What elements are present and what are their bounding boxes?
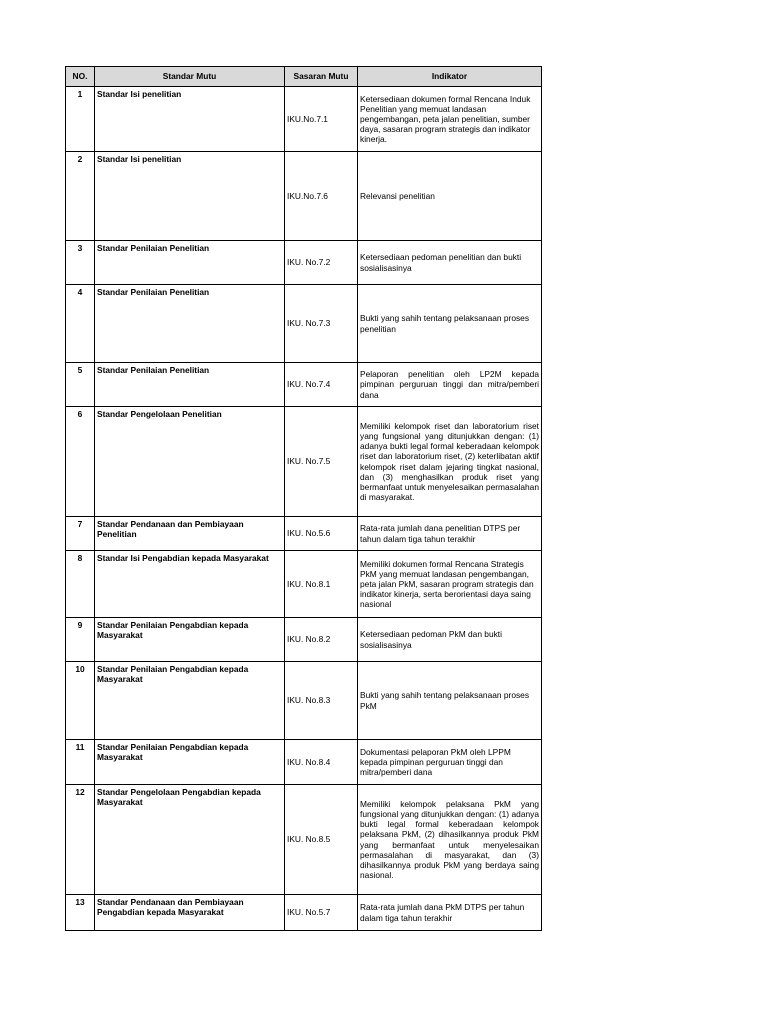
row-number: 5 [66, 363, 95, 407]
standar-mutu-cell: Standar Isi Pengabdian kepada Masyarakat [95, 551, 285, 618]
row-number: 1 [66, 87, 95, 152]
table-row [66, 241, 542, 285]
indikator-cell: Ketersediaan pedoman penelitian dan bukti sosialisasinya [358, 241, 542, 285]
header-no: NO. [66, 67, 95, 87]
sasaran-mutu-cell: IKU.No.7.6 [285, 152, 358, 241]
sasaran-mutu-cell: IKU. No.7.3 [285, 285, 358, 363]
standar-mutu-cell: Standar Pendanaan dan Pembiayaan Penelitian [95, 517, 285, 551]
table-row [66, 740, 542, 785]
indikator-cell: Relevansi penelitian [358, 152, 542, 241]
table-row [66, 517, 542, 551]
row-number: 12 [66, 785, 95, 895]
row-number: 11 [66, 740, 95, 785]
table-row [66, 285, 542, 363]
standar-mutu-cell: Standar Pendanaan dan Pembiayaan Pengabdian kepada Masyarakat [95, 895, 285, 931]
table-header-row [66, 67, 542, 87]
indikator-cell: Ketersediaan pedoman PkM dan bukti sosialisasinya [358, 618, 542, 662]
table-row [66, 152, 542, 241]
indikator-cell: Memiliki kelompok pelaksana PkM yang fungsional yang ditunjukkan dengan: (1) adanya bukti legal formal keberadaan kelompok pelaksana PkM, (2) dihasilkannya produk PkM yang bermanfaat untuk menyelesaikan permasalahan di masyarakat, dan (3) dihasilkannya produk PkM yang berdaya saing nasional. [358, 785, 542, 895]
standar-mutu-cell: Standar Penilaian Penelitian [95, 285, 285, 363]
sasaran-mutu-cell: IKU. No.7.5 [285, 407, 358, 517]
row-number: 4 [66, 285, 95, 363]
row-number: 10 [66, 662, 95, 740]
standar-mutu-cell: Standar Pengelolaan Penelitian [95, 407, 285, 517]
indikator-cell: Ketersediaan dokumen formal Rencana Induk Penelitian yang memuat landasan pengembangan, peta jalan penelitian, sumber daya, sasaran program strategis dan indikator kinerja. [358, 87, 542, 152]
table-row [66, 785, 542, 895]
indikator-cell: Rata-rata jumlah dana penelitian DTPS per tahun dalam tiga tahun terakhir [358, 517, 542, 551]
indikator-cell: Bukti yang sahih tentang pelaksanaan proses PkM [358, 662, 542, 740]
standar-mutu-cell: Standar Penilaian Pengabdian kepada Masyarakat [95, 740, 285, 785]
row-number: 6 [66, 407, 95, 517]
sasaran-mutu-cell: IKU.No.7.1 [285, 87, 358, 152]
sasaran-mutu-cell: IKU. No.5.6 [285, 517, 358, 551]
table-row [66, 618, 542, 662]
sasaran-mutu-cell: IKU. No.8.2 [285, 618, 358, 662]
header-sasaran-mutu: Sasaran Mutu [285, 67, 358, 87]
table-row [66, 407, 542, 517]
row-number: 7 [66, 517, 95, 551]
sasaran-mutu-cell: IKU. No.8.5 [285, 785, 358, 895]
standar-mutu-cell: Standar Penilaian Penelitian [95, 241, 285, 285]
row-number: 13 [66, 895, 95, 931]
header-standar-mutu: Standar Mutu [95, 67, 285, 87]
standar-mutu-cell: Standar Penilaian Penelitian [95, 363, 285, 407]
sasaran-mutu-cell: IKU. No.5.7 [285, 895, 358, 931]
quality-standards-table [65, 66, 542, 931]
row-number: 2 [66, 152, 95, 241]
standar-mutu-cell: Standar Penilaian Pengabdian kepada Masyarakat [95, 618, 285, 662]
indikator-cell: Bukti yang sahih tentang pelaksanaan proses penelitian [358, 285, 542, 363]
sasaran-mutu-cell: IKU. No.8.1 [285, 551, 358, 618]
standar-mutu-cell: Standar Penilaian Pengabdian kepada Masyarakat [95, 662, 285, 740]
row-number: 3 [66, 241, 95, 285]
indikator-cell: Memiliki kelompok riset dan laboratorium riset yang fungsional yang ditunjukkan dengan: (1) adanya bukti legal formal keberadaan kelompok riset dan laboratorium riset, (2) keterlibatan aktif kelompok riset dalam jejaring tingkat nasional, dan (3) menghasilkan produk riset yang bermanfaat untuk menyelesaikan permasalahan di masyarakat. [358, 407, 542, 517]
row-number: 9 [66, 618, 95, 662]
sasaran-mutu-cell: IKU. No.7.2 [285, 241, 358, 285]
standar-mutu-cell: Standar Isi penelitian [95, 152, 285, 241]
sasaran-mutu-cell: IKU. No.8.3 [285, 662, 358, 740]
indikator-cell: Dokumentasi pelaporan PkM oleh LPPM kepada pimpinan perguruan tinggi dan mitra/pemberi dana [358, 740, 542, 785]
indikator-cell: Memiliki dokumen formal Rencana Strategis PkM yang memuat landasan pengembangan, peta jalan PkM, sasaran program strategis dan indikator kinerja, serta berorientasi daya saing nasional [358, 551, 542, 618]
table-row [66, 895, 542, 931]
indikator-cell: Pelaporan penelitian oleh LP2M kepada pimpinan perguruan tinggi dan mitra/pemberi dana [358, 363, 542, 407]
indikator-cell: Rata-rata jumlah dana PkM DTPS per tahun dalam tiga tahun terakhir [358, 895, 542, 931]
table-row [66, 662, 542, 740]
sasaran-mutu-cell: IKU. No.8.4 [285, 740, 358, 785]
header-indikator: Indikator [358, 67, 542, 87]
table-row [66, 363, 542, 407]
sasaran-mutu-cell: IKU. No.7.4 [285, 363, 358, 407]
table-row [66, 551, 542, 618]
table-row [66, 87, 542, 152]
row-number: 8 [66, 551, 95, 618]
standar-mutu-cell: Standar Isi penelitian [95, 87, 285, 152]
standar-mutu-cell: Standar Pengelolaan Pengabdian kepada Masyarakat [95, 785, 285, 895]
